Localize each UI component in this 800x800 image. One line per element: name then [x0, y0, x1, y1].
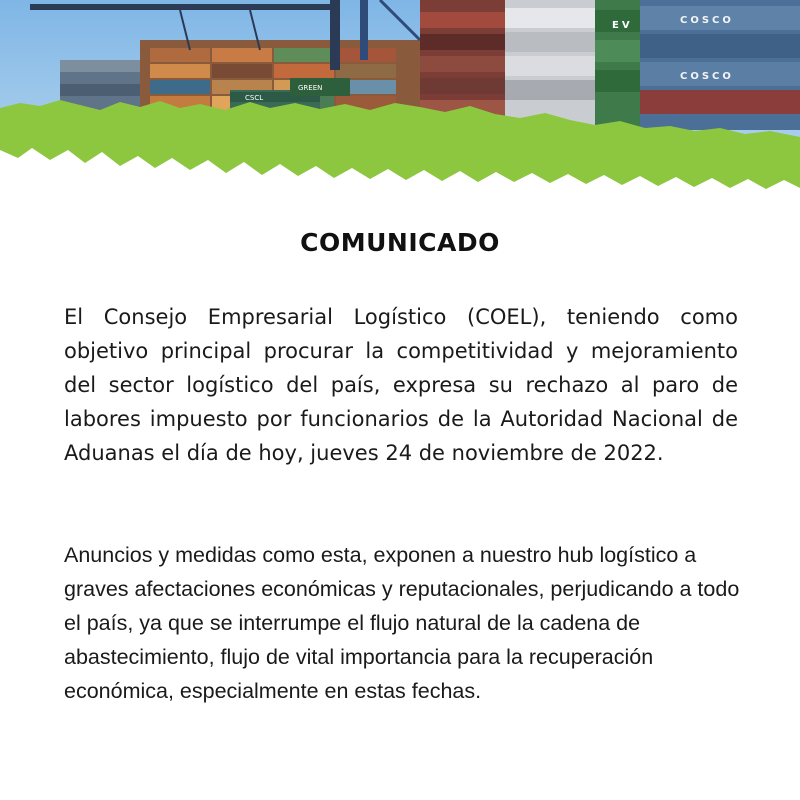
container-label-green: GREEN: [298, 84, 323, 92]
header-port-image: [0, 0, 800, 200]
container-label-cosco-top: COSCO: [680, 15, 734, 26]
container-label-ev: EV: [612, 20, 633, 31]
container-label-cscl: CSCL: [245, 94, 264, 102]
paragraph-impact: Anuncios y medidas como esta, exponen a nuestro hub logístico a graves afectaciones económicas y reputacionales, perjudicando a todo el país, ya que se interrumpe el flujo natural de la cadena de abastecimiento, flujo de vital importancia para la recuperación económica, especialmente en estas fechas.: [64, 543, 740, 703]
shipping-containers-port-photo: [0, 0, 800, 200]
paragraph-statement: El Consejo Empresarial Logístico (COEL), teniendo como objetivo principal procurar la competitividad y mejoramiento del sector logístico del país, expresa su rechazo al paro de labores impuesto por funcionarios de la Autoridad Nacional de Aduanas el día de hoy, jueves 24 de noviembre de 2022.: [64, 305, 738, 465]
page-title: COMUNICADO: [300, 228, 500, 257]
container-label-cosco-bottom: COSCO: [680, 71, 734, 82]
